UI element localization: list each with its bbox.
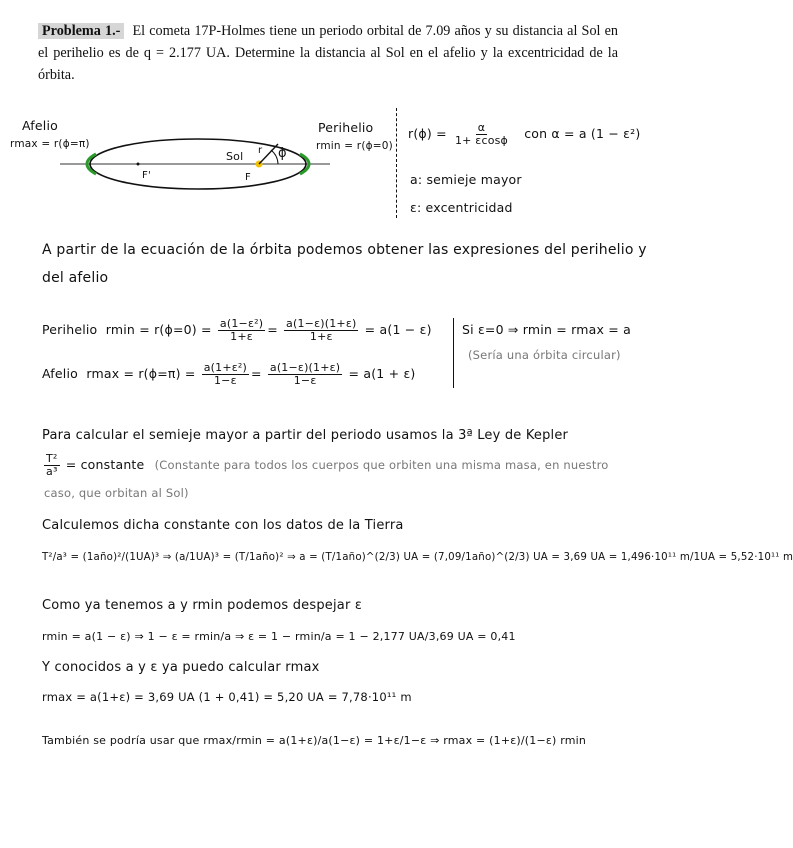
orbit-equation	[408, 122, 640, 147]
label-rmax-def: rmax = r(ϕ=π)	[10, 138, 90, 150]
afel-frac-1	[202, 362, 249, 387]
kepler-note: (Constante para todos los cuerpos que orbiten una misma masa, en nuestro	[154, 458, 609, 472]
intro-line-2: del afelio	[42, 270, 109, 286]
afel-lhs: rmax = r(ϕ=π) =	[86, 366, 196, 381]
circle-note-2: (Sería una órbita circular)	[468, 348, 621, 362]
afel-label: Afelio	[42, 366, 78, 381]
alt-equation: También se podría usar que rmax/rmin = a(1+ε)/a(1−ε) = 1+ε/1−ε ⇒ rmax = (1+ε)/(1−ε) rmin	[42, 734, 587, 747]
peri-rhs: = a(1 − ε)	[364, 322, 432, 337]
label-sol: Sol	[226, 150, 244, 163]
problem-tag: Problema 1.-	[38, 23, 124, 39]
peri-f2-num: a(1−ε)(1+ε)	[286, 317, 357, 330]
afel-f1-num: a(1+ε²)	[203, 361, 248, 374]
angle-arc	[271, 150, 278, 164]
bracket-bar	[453, 318, 454, 388]
label-phi: ϕ	[278, 146, 287, 161]
rmax-line: Y conocidos a y ε ya puedo calcular rmax	[42, 660, 320, 675]
separator-dashed	[396, 108, 397, 218]
kepler-law	[42, 453, 608, 478]
earth-equation: T²/a³ = (1año)²/(1UA)³ ⇒ (a/1UA)³ = (T/1año)² ⇒ a = (T/1año)^(2/3) UA = (7,09/1año)^(2/3) UA = 3,69 UA = 1,496·10¹¹ m/1UA = 5,52·10¹¹ m	[42, 552, 793, 563]
perihelio-equation: Perihelio rmin = r(ϕ=0) = $\frac{\text{a(1−ε²)}}{1+\varepsilon}$ = $\frac{a(1-\varepsilon)(1+\varepsilon)}{1+\varepsilon}$ = a(1 − ε)	[42, 317, 432, 343]
r-fraction	[453, 122, 510, 147]
peri-f1-num: a(1−ε²)	[219, 317, 264, 330]
peri-label: Perihelio	[42, 322, 98, 337]
label-focus-prime: F'	[142, 170, 151, 181]
kepler-num: T²	[46, 452, 58, 465]
kepler-line: Para calcular el semieje mayor a partir del periodo usamos la 3ª Ley de Kepler	[42, 428, 569, 443]
afelio-equation: Afelio rmax = r(ϕ=π) = $\frac{\text{a(1+ε²)}}{1-\varepsilon}$ = $\frac{a(1-\varepsilon)(1+\varepsilon)}{1-\varepsilon}$ = a(1 + ε)	[42, 361, 416, 387]
afel-f2-den: 1−ε	[293, 374, 317, 387]
afel-f2-num: a(1−ε)(1+ε)	[269, 361, 341, 374]
afel-frac-2	[268, 362, 342, 387]
problem-statement	[38, 20, 618, 86]
peri-lhs: rmin = r(ϕ=0) =	[105, 322, 212, 337]
kepler-note-2: caso, que orbitan al Sol)	[44, 486, 189, 500]
label-r: r	[258, 145, 263, 156]
e-definition: ε: excentricidad	[410, 200, 513, 215]
r-with: con α = a (1 − ε²)	[524, 126, 641, 141]
problem-text: El cometa 17P-Holmes tiene un periodo orbital de 7.09 años y su distancia al Sol en el perihelio es de q = 2.177 UA. Determine la distancia al Sol en el afelio y la excentricidad de la órbita.	[38, 23, 618, 83]
peri-frac-2	[284, 318, 358, 343]
kepler-den: a³	[46, 465, 58, 478]
intro-line-1: A partir de la ecuación de la órbita podemos obtener las expresiones del perihelio y	[42, 242, 647, 258]
label-afelio: Afelio	[22, 118, 58, 133]
label-focus: F	[245, 172, 251, 183]
rmax-equation: rmax = a(1+ε) = 3,69 UA (1 + 0,41) = 5,20 UA = 7,78·10¹¹ m	[42, 690, 412, 704]
r-den: 1+ εcosϕ	[454, 134, 509, 147]
afel-rhs: = a(1 + ε)	[348, 366, 416, 381]
earth-line: Calculemos dicha constante con los datos de la Tierra	[42, 518, 404, 533]
a-definition: a: semieje mayor	[410, 172, 522, 187]
r-lhs: r(ϕ) =	[408, 126, 447, 141]
afel-f1-den: 1−ε	[213, 374, 237, 387]
r-num: α	[477, 121, 486, 134]
label-perihelio: Perihelio	[318, 120, 374, 135]
kepler-fraction	[44, 453, 60, 478]
peri-f2-den: 1+ε	[309, 330, 333, 343]
peri-frac-1	[218, 318, 265, 343]
ecc-line: Como ya tenemos a y rmin podemos despejar ε	[42, 598, 363, 613]
ecc-equation: rmin = a(1 − ε) ⇒ 1 − ε = rmin/a ⇒ ε = 1 − rmin/a = 1 − 2,177 UA/3,69 UA = 0,41	[42, 630, 516, 643]
kepler-rhs: = constante	[65, 457, 145, 472]
focus-prime-marker	[137, 163, 140, 166]
peri-f1-den: 1+ε	[230, 330, 253, 343]
label-rmin-def: rmin = r(ϕ=0)	[316, 140, 393, 152]
circle-note-1: Si ε=0 ⇒ rmin = rmax = a	[462, 322, 631, 337]
